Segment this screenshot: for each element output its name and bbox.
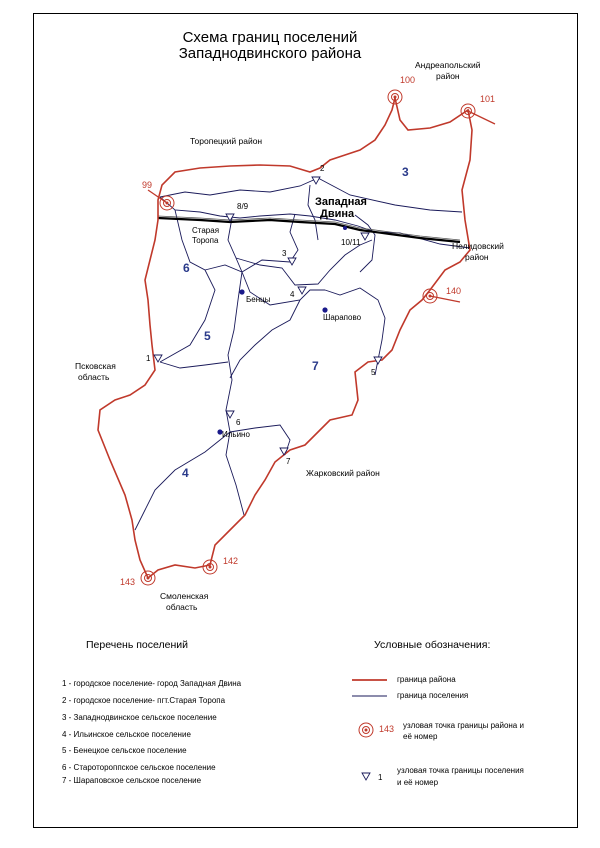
- settlement-list-item: 1 - городское поселение- город Западная Двина: [62, 679, 242, 688]
- district-node-143: [141, 571, 155, 585]
- district-node-label-143: 143: [120, 577, 136, 587]
- place-staraya-toropa-2: Торопа: [192, 236, 219, 245]
- map-title-line1: Схема границ поселений: [182, 29, 358, 46]
- settlement-list-item: 7 - Шараповское сельское поселение: [62, 776, 202, 785]
- district-node-label-100: 100: [400, 75, 416, 85]
- settlement-list-item: 3 - Западнодвинское сельское поселение: [62, 713, 217, 722]
- place-bentsy: Бенцы: [246, 295, 271, 304]
- neighbor-pskov-1: Псковская: [75, 361, 116, 371]
- map-title-line2: Западнодвинского района: [178, 45, 362, 62]
- place-staraya-toropa-1: Старая: [192, 226, 220, 235]
- settlement-node-label-2: 2: [320, 164, 325, 173]
- neighbor-nelidovo-2: район: [465, 252, 489, 262]
- town-label-2: Двина: [320, 208, 355, 220]
- settlement-number-3: 3: [402, 165, 409, 179]
- district-node-99: [148, 190, 174, 210]
- settlement-node-label-3: 3: [282, 249, 287, 258]
- neighbor-smolensk-1: Смоленская: [160, 591, 209, 601]
- settlement-number-5: 5: [204, 329, 211, 343]
- settlement-node-label-6: 6: [236, 418, 241, 427]
- settlement-node-label-7: 7: [286, 457, 291, 466]
- settlement-list-item: 6 - Старотороппское сельское поселение: [62, 763, 216, 772]
- settlement-node-label-4: 4: [290, 290, 295, 299]
- settlement-node-label-8-9: 8/9: [237, 202, 249, 211]
- neighbor-pskov-2: область: [78, 372, 110, 382]
- legend-district-node-label-1: узловая точка границы района и: [403, 721, 524, 730]
- settlement-list-item: 2 - городское поселение- пгт.Старая Торопа: [62, 696, 226, 705]
- settlement-node-label-5: 5: [371, 368, 376, 377]
- settlement-list-item: 4 - Ильинское сельское поселение: [62, 730, 191, 739]
- district-node-label-140: 140: [446, 286, 462, 296]
- town-label-1: Западная: [315, 196, 367, 208]
- legend-district-node-label-2: её номер: [403, 732, 438, 741]
- settlement-node-label-1: 1: [146, 354, 151, 363]
- legend-settlement-border-label: граница поселения: [397, 691, 469, 700]
- district-node-label-101: 101: [480, 94, 496, 104]
- neighbor-nelidovo-1: Нелидовский: [452, 241, 504, 251]
- district-node-label-142: 142: [223, 556, 239, 566]
- legend-district-node-number: 143: [379, 724, 395, 734]
- settlement-number-6: 6: [183, 261, 190, 275]
- district-node-label-99: 99: [142, 180, 153, 190]
- place-sharapovo: Шарапово: [323, 313, 362, 322]
- neighbor-andreapol-2: район: [436, 71, 460, 81]
- settlement-number-7: 7: [312, 359, 319, 373]
- settlement-node-label-10-11: 10/11: [341, 238, 361, 247]
- settlement-list-heading: Перечень поселений: [86, 639, 188, 651]
- legend-settlement-node-label-1: узловая точка границы поселения: [397, 766, 524, 775]
- legend-district-node-symbol: [359, 723, 373, 737]
- legend-district-border-label: граница района: [397, 675, 456, 684]
- neighbor-smolensk-2: область: [166, 602, 198, 612]
- legend-heading: Условные обозначения:: [374, 639, 491, 651]
- settlement-number-4: 4: [182, 466, 189, 480]
- legend-settlement-node-symbol: [362, 773, 370, 780]
- district-border-path: [98, 98, 472, 578]
- legend-settlement-node-label-2: и её номер: [397, 778, 439, 787]
- district-node-100: [388, 90, 402, 104]
- legend-settlement-node-number: 1: [378, 773, 383, 782]
- district-node-101: [461, 104, 495, 124]
- neighbor-zharkovsky: Жарковский район: [306, 468, 380, 478]
- settlement-list-item: 5 - Бенецкое сельское поселение: [62, 746, 187, 755]
- neighbor-andreapol-1: Андреапольский: [415, 60, 481, 70]
- place-ilyino: Ильино: [222, 430, 250, 439]
- neighbor-toropets: Торопецкий район: [190, 136, 263, 146]
